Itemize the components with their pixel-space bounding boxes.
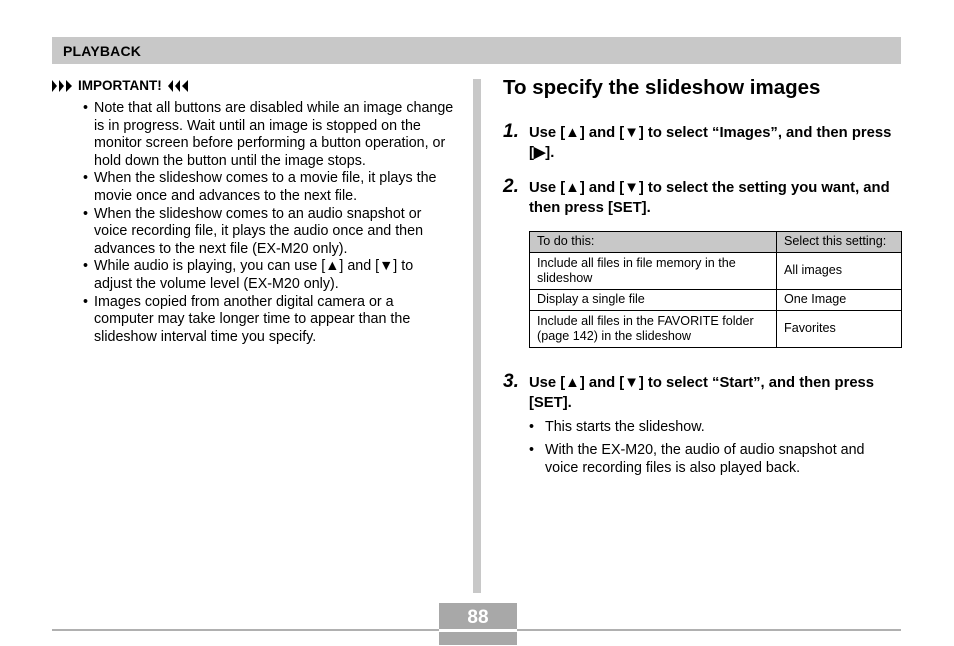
table-cell: One Image <box>777 290 902 311</box>
column-divider <box>473 79 481 593</box>
step-note-item: • This starts the slideshow. <box>529 418 901 436</box>
important-notice-heading <box>52 78 189 93</box>
important-note-item: • When the slideshow comes to a movie file, it plays the movie once and advances to the next file. <box>82 170 454 205</box>
step-3 <box>503 373 899 413</box>
table-row <box>530 290 902 311</box>
step-text: Use [▲] and [▼] to select the setting you want, and then press [SET]. <box>529 180 890 216</box>
section-header-title: PLAYBACK <box>63 43 142 59</box>
step-notes-list <box>529 418 901 482</box>
step-2 <box>503 178 899 218</box>
step-text: Use [▲] and [▼] to select “Start”, and then press [SET]. <box>529 375 875 411</box>
important-note-item: • While audio is playing, you can use [▲] and [▼] to adjust the volume level (EX-M20 only). <box>82 258 454 293</box>
section-title: To specify the slideshow images <box>503 76 821 99</box>
table-header-row <box>530 232 902 253</box>
page-number: 88 <box>467 607 489 628</box>
important-notes-list <box>82 100 454 346</box>
page-number-band <box>439 629 517 632</box>
important-label: IMPORTANT! <box>78 78 162 93</box>
header-bar <box>52 37 901 64</box>
table-header-cell: Select this setting: <box>777 232 902 253</box>
step-number: 3. <box>503 371 519 392</box>
table-header-cell: To do this: <box>530 232 777 253</box>
triple-arrow-left-icon <box>167 80 189 92</box>
page-number-box <box>439 603 517 645</box>
step-number: 1. <box>503 121 519 142</box>
table-row <box>530 253 902 290</box>
step-text: Use [▲] and [▼] to select “Images”, and then press [▶]. <box>529 125 892 161</box>
table-cell: Display a single file <box>530 290 777 311</box>
step-number: 2. <box>503 176 519 197</box>
table-cell: Favorites <box>777 311 902 348</box>
important-note-item: • Note that all buttons are disabled while an image change is in progress. Wait until an image is stopped on the monitor screen before performing a button operation, or hold down the button until the image stops. <box>82 100 454 170</box>
triple-arrow-right-icon <box>52 80 74 92</box>
step-1 <box>503 123 899 163</box>
table-row <box>530 311 902 348</box>
important-note-item: • Images copied from another digital camera or a computer may take longer time to appear than the slideshow interval time you specify. <box>82 294 454 347</box>
step-note-item: • With the EX-M20, the audio of audio snapshot and voice recording files is also played back. <box>529 441 901 477</box>
table-cell: Include all files in file memory in the slideshow <box>530 253 777 290</box>
table-cell: Include all files in the FAVORITE folder (page 142) in the slideshow <box>530 311 777 348</box>
settings-table <box>529 231 902 348</box>
important-note-item: • When the slideshow comes to an audio snapshot or voice recording file, it plays the audio once and then advances to the next file (EX-M20 only). <box>82 206 454 259</box>
table-cell: All images <box>777 253 902 290</box>
